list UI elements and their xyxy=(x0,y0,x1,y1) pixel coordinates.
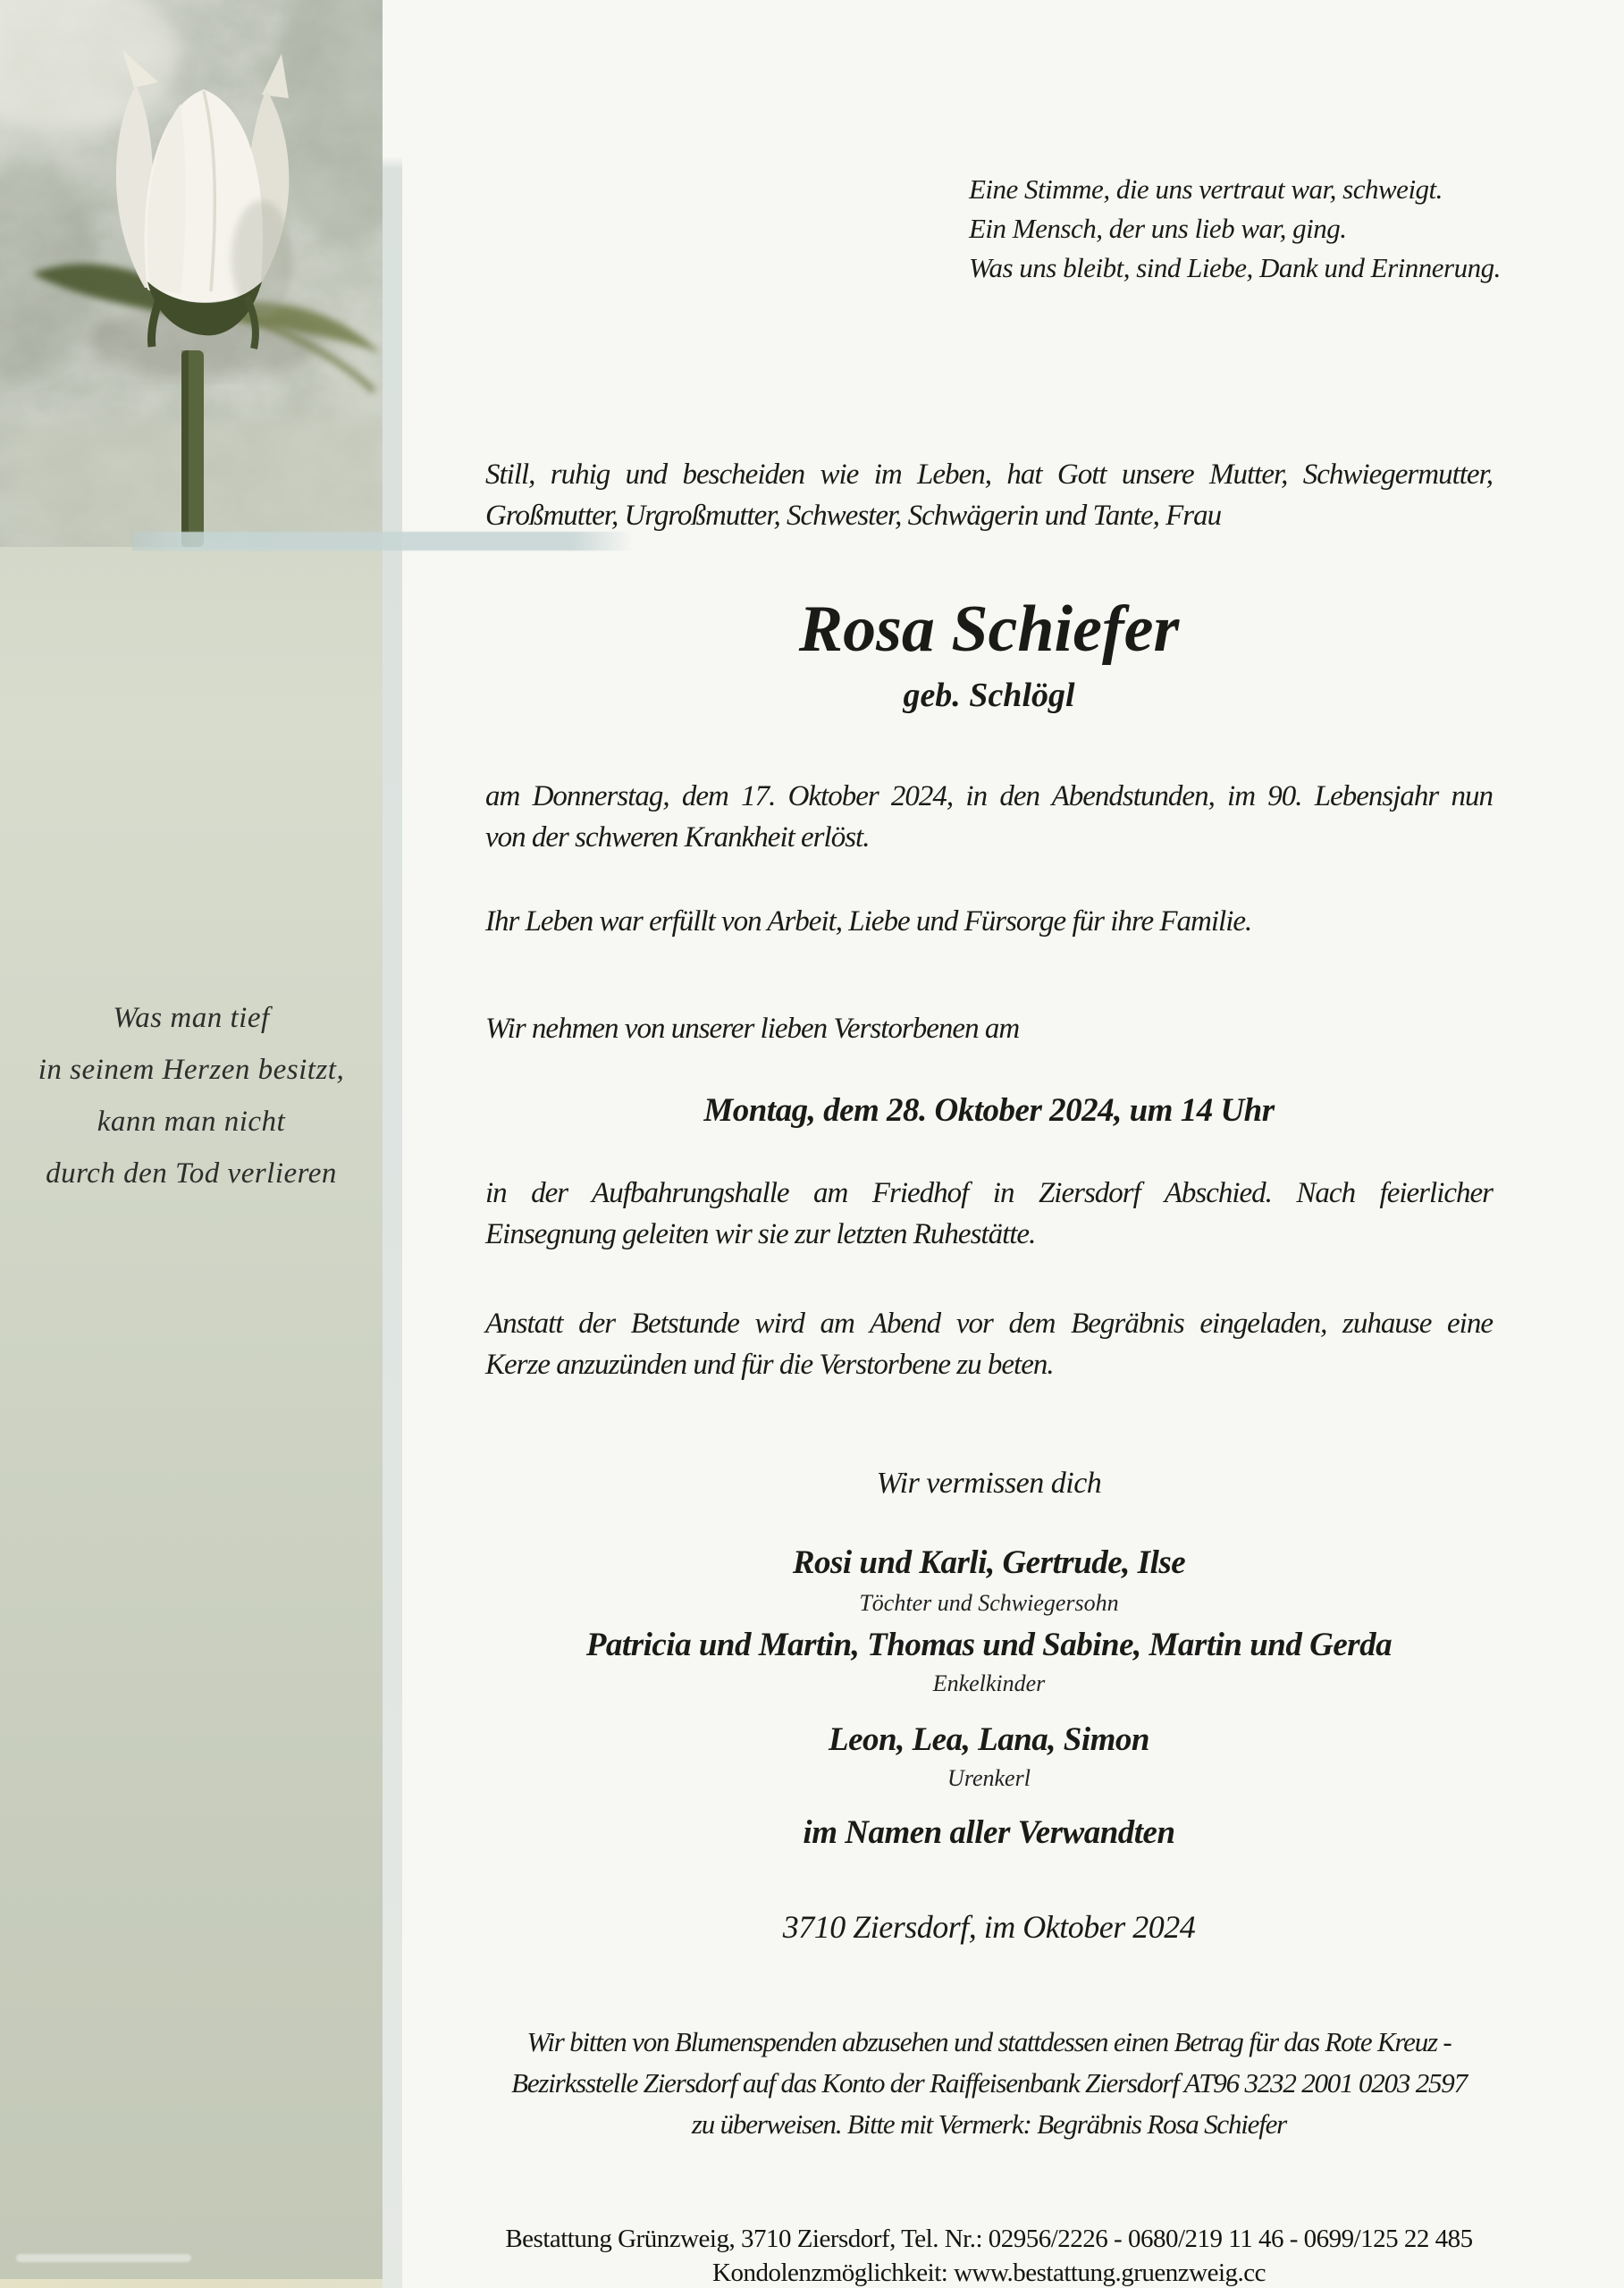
footer xyxy=(485,2222,1493,2288)
panel-quote-line: durch den Tod verlieren xyxy=(46,1157,337,1190)
death-line: von der schweren Krankheit erlöst. xyxy=(485,821,870,854)
location-line: Einsegnung geleiten wir sie zur letzten Ruhestätte. xyxy=(485,1218,1036,1250)
donation-line: Bezirksstelle Ziersdorf auf das Konto der Raiffeisenbank Ziersdorf AT96 3232 2001 0203 2597 xyxy=(511,2067,1467,2099)
funeral-datetime: Montag, dem 28. Oktober 2024, um 14 Uhr xyxy=(703,1092,1275,1129)
verse-line: Was uns bleibt, sind Liebe, Dank und Erinnerung. xyxy=(969,252,1501,283)
maiden-name: geb. Schlögl xyxy=(903,677,1075,714)
intro-line: Still, ruhig und bescheiden wie im Leben, hat Gott unsere Mutter, Schwiegermutter, xyxy=(485,458,1493,491)
white-rose-photo xyxy=(0,0,383,547)
mourner-names-2: Patricia und Martin, Thomas und Sabine, Martin und Gerda xyxy=(585,1627,1393,1663)
death-line: am Donnerstag, dem 17. Oktober 2024, in den Abendstunden, im 90. Lebensjahr nun xyxy=(485,780,1493,812)
farewell-intro: Wir nehmen von unserer lieben Verstorbenen am xyxy=(485,1013,1020,1045)
mourner-relation-2: Enkelkinder xyxy=(932,1670,1046,1696)
horizontal-accent-band xyxy=(132,532,633,551)
life-tribute: Ihr Leben war erfüllt von Arbeit, Liebe und Fürsorge für ihre Familie. xyxy=(485,905,1252,938)
announcement-content xyxy=(485,0,1501,2288)
death-notice xyxy=(485,776,1493,858)
side-panel xyxy=(0,547,383,2288)
deceased-name: Rosa Schiefer xyxy=(798,593,1180,666)
mourner-relation-3: Urenkerl xyxy=(947,1765,1031,1791)
in-name-of-line: im Namen aller Verwandten xyxy=(803,1814,1175,1851)
panel-quote-line: kann man nicht xyxy=(97,1106,286,1138)
mourner-names-3: Leon, Lea, Lana, Simon xyxy=(828,1721,1150,1758)
candle-line: Kerze anzuzünden und für die Verstorbene zu beten. xyxy=(485,1349,1054,1381)
candle-request xyxy=(485,1303,1493,1385)
panel-watermark xyxy=(16,2254,191,2262)
panel-quote xyxy=(0,992,383,1199)
panel-bottom-strip xyxy=(0,2279,383,2288)
mourner-names-1: Rosi und Karli, Gertrude, Ilse xyxy=(792,1544,1186,1581)
verse-line: Ein Mensch, der uns lieb war, ging. xyxy=(969,213,1347,244)
location-line: in der Aufbahrungshalle am Friedhof in Ziersdorf Abschied. Nach feierlicher xyxy=(485,1177,1493,1209)
funeral-location xyxy=(485,1173,1493,1255)
donation-line: Wir bitten von Blumenspenden abzusehen und stattdessen einen Betrag für das Rote Kreuz - xyxy=(526,2026,1452,2057)
verse-line: Eine Stimme, die uns vertraut war, schweigt. xyxy=(969,173,1443,205)
panel-quote-line: Was man tief xyxy=(113,1002,270,1034)
opening-verse xyxy=(969,170,1541,288)
donation-line: zu überweisen. Bitte mit Vermerk: Begräbnis Rosa Schiefer xyxy=(691,2108,1287,2140)
donation-request xyxy=(485,2022,1493,2145)
vertical-accent-band xyxy=(383,156,402,2288)
panel-quote-line: in seinem Herzen besitzt, xyxy=(38,1054,345,1086)
condolence-link: Kondolenzmöglichkeit: www.bestattung.gruenzweig.cc xyxy=(712,2259,1266,2287)
missing-message: Wir vermissen dich xyxy=(876,1467,1102,1500)
intro-text xyxy=(485,454,1493,536)
candle-line: Anstatt der Betstunde wird am Abend vor dem Begräbnis eingeladen, zuhause eine xyxy=(485,1308,1493,1340)
intro-line: Großmutter, Urgroßmutter, Schwester, Schwägerin und Tante, Frau xyxy=(485,500,1222,532)
mourner-relation-1: Töchter und Schwiegersohn xyxy=(859,1590,1119,1616)
place-date-line: 3710 Ziersdorf, im Oktober 2024 xyxy=(782,1909,1196,1945)
funeral-home-contact: Bestattung Grünzweig, 3710 Ziersdorf, Tel. Nr.: 02956/2226 - 0680/219 11 46 - 0699/125 22 485 xyxy=(505,2225,1473,2253)
rose-photo-graphic xyxy=(0,0,383,547)
